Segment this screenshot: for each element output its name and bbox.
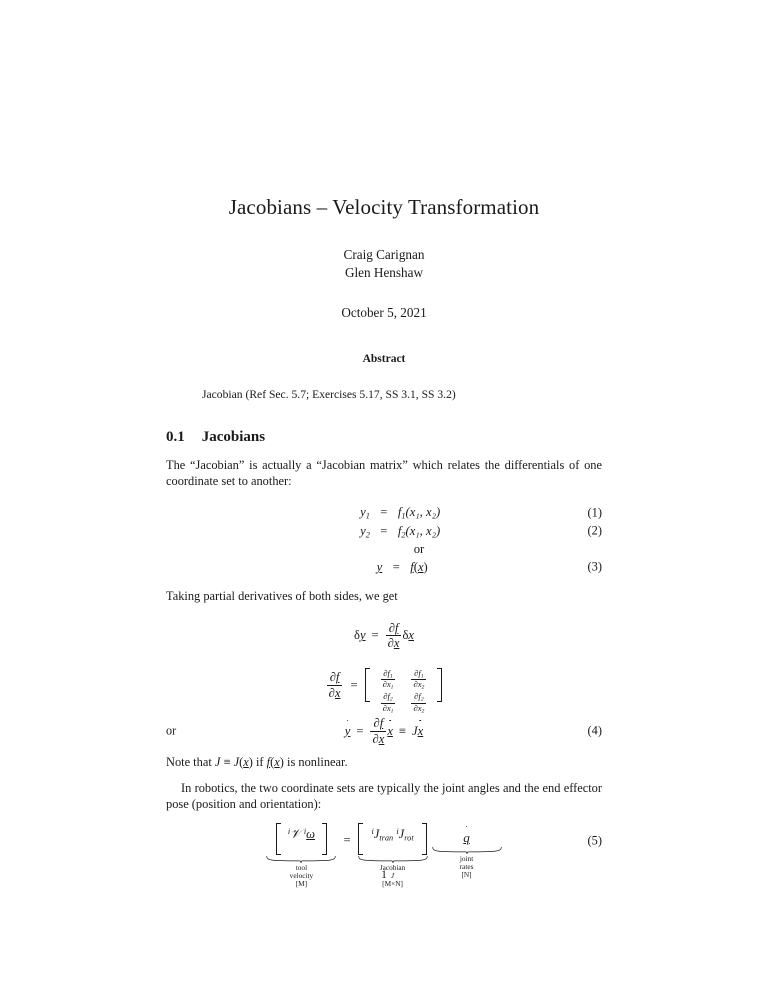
author-list xyxy=(166,246,602,281)
robotics-paragraph: In robotics, the two coordinate sets are typically the joint angles and the end effector pose (position and orientation): xyxy=(166,780,602,812)
partial-symbol: ∂ xyxy=(329,670,336,685)
label-dimension: [M] xyxy=(295,879,308,889)
eq1-lhs-sub: 1 xyxy=(365,511,370,521)
eq2-lhs: y xyxy=(360,523,366,538)
partial-symbol: ∂ xyxy=(373,716,380,731)
equation-2 xyxy=(166,522,602,540)
jacobian-symbol: J xyxy=(412,723,418,738)
eq1-lhs: y xyxy=(360,505,366,520)
eq1-fn-sub: 1 xyxy=(401,511,406,521)
eq3-relation: = xyxy=(392,559,400,574)
author-name: Craig Carignan xyxy=(343,247,425,263)
label-line: rates xyxy=(459,861,474,871)
matrix-entry-num: ∂f xyxy=(414,667,421,678)
bracket-right xyxy=(437,668,442,702)
matrix-entry-den-sub: 1 xyxy=(390,708,394,715)
section-title: Jacobians xyxy=(201,428,266,445)
equivalence-sign: ≡ xyxy=(223,755,231,770)
or-label: or xyxy=(166,723,177,738)
x-symbol: x xyxy=(393,635,400,650)
delta-y-var: y xyxy=(359,627,366,642)
partial-symbol: ∂ xyxy=(328,685,335,700)
x-symbol: x xyxy=(378,731,385,746)
eq1-fn: f xyxy=(397,505,402,520)
label-line: velocity xyxy=(289,870,314,880)
equation-4-wrapper xyxy=(166,714,602,748)
bracket-right xyxy=(422,823,427,855)
lparen: ( xyxy=(270,755,275,770)
partial-symbol: ∂ xyxy=(388,620,395,635)
eq2-fn-sub: 2 xyxy=(401,529,406,539)
intro-paragraph: The “Jacobian” is actually a “Jacobian matrix” which relates the differentials of one coordinate set to another: xyxy=(166,457,602,489)
eq3-rparen: ) xyxy=(423,559,428,574)
tool-velocity-row-1 xyxy=(288,827,301,841)
underbrace-icon xyxy=(266,856,336,863)
vector-brackets xyxy=(276,823,327,855)
equals-sign: = xyxy=(356,723,364,738)
jacobian-symbol: J xyxy=(214,755,221,770)
eq1-args: (x₁, x₂) xyxy=(405,505,441,520)
matrix-entry-num-sub: 1 xyxy=(389,673,393,680)
delta-x-var: x xyxy=(408,627,414,642)
equation-tag: (4) xyxy=(587,723,602,738)
script-v-symbol: 𝒱 xyxy=(290,826,301,841)
equivalence-sign: ≡ xyxy=(398,723,407,738)
f-symbol: f xyxy=(379,716,384,731)
equation-tag: (3) xyxy=(587,559,602,574)
jacobian-symbol: J xyxy=(233,755,240,770)
f-symbol: f xyxy=(266,755,271,770)
matrix-entry-num: ∂f xyxy=(383,691,390,702)
bracket-left xyxy=(358,823,363,855)
author-name: Glen Henshaw xyxy=(344,264,423,280)
equation-delta-y xyxy=(166,621,602,650)
matrix-brackets xyxy=(358,823,426,855)
matrix-entry-den: ∂x xyxy=(382,703,391,714)
matrix-entry-num: ∂f xyxy=(414,691,421,702)
eq2-fn: f xyxy=(397,523,402,538)
equation-3 xyxy=(166,558,602,576)
bracket-left xyxy=(276,823,281,855)
matrix-entry-num-sub: 2 xyxy=(389,696,393,703)
matrix-cell xyxy=(403,692,434,716)
eq3-arg: x xyxy=(417,559,424,574)
note-tail: is nonlinear. xyxy=(287,755,348,770)
f-symbol: f xyxy=(335,670,340,685)
matrix-cell xyxy=(403,668,434,692)
jacobian-subscript: rot xyxy=(404,832,414,842)
equation-tag: (5) xyxy=(587,833,602,848)
rparen: ) xyxy=(248,755,253,770)
bracket-left xyxy=(365,668,370,702)
frame-index: i xyxy=(371,826,374,836)
note-paragraph xyxy=(166,754,602,771)
taking-partials-paragraph: Taking partial derivatives of both sides, we get xyxy=(166,589,398,604)
matrix-row xyxy=(373,692,435,716)
section-heading xyxy=(166,429,602,446)
jacobian-symbol: J xyxy=(398,826,405,841)
matrix-entry-den: ∂x xyxy=(413,679,422,690)
label-line: tool xyxy=(295,862,308,872)
matrix-cell xyxy=(373,668,404,692)
eq2-relation: = xyxy=(380,523,388,538)
delta-symbol: δ xyxy=(402,627,409,642)
jacobian-row-tran xyxy=(371,827,393,841)
frame-index: i xyxy=(287,826,291,836)
label-dimension: [N] xyxy=(461,870,472,880)
matrix-entry-den-sub: 2 xyxy=(421,685,425,692)
abstract-body: Jacobian (Ref Sec. 5.7; Exercises 5.17, SS 3.1, SS 3.2) xyxy=(202,388,456,402)
page-content xyxy=(166,195,602,899)
partial-f-over-partial-x-fraction xyxy=(386,621,402,650)
partial-symbol: ∂ xyxy=(372,731,379,746)
underbrace-icon xyxy=(432,847,502,854)
matrix-entry-num-sub: 2 xyxy=(420,696,424,703)
matrix-cell xyxy=(373,692,404,716)
note-lead: Note that xyxy=(166,755,212,770)
delta-symbol: δ xyxy=(354,627,360,642)
jacobian-symbol: J xyxy=(373,826,380,841)
y-dot-var: y xyxy=(344,723,351,738)
partial-f-over-partial-x-fraction xyxy=(327,670,343,699)
section-number: 0.1 xyxy=(166,428,185,445)
equation-jacobian-matrix-definition xyxy=(166,667,602,715)
equation-4 xyxy=(166,714,602,748)
partial-symbol: ∂ xyxy=(387,635,394,650)
jacobian-row-rot xyxy=(396,827,413,841)
matrix-entry-den: ∂x xyxy=(382,679,391,690)
equals-sign: = xyxy=(350,677,358,692)
eq2-args: (x₁, x₂) xyxy=(405,523,441,538)
x-dot-var: x xyxy=(417,723,424,738)
or-label: or xyxy=(413,541,425,556)
equation-5-wrapper xyxy=(166,823,602,899)
x-symbol: x xyxy=(274,755,280,770)
partial-f-over-partial-x-fraction xyxy=(370,716,386,745)
jacobian-subscript: tran xyxy=(379,832,394,842)
eq1-relation: = xyxy=(380,505,388,520)
publication-date: October 5, 2021 xyxy=(341,305,427,321)
equation-group-1-3 xyxy=(166,504,602,577)
equation-1 xyxy=(166,504,602,522)
label-line: Jacobian xyxy=(379,862,406,872)
matrix-entry-num: ∂f xyxy=(383,667,390,678)
tool-velocity-row-2 xyxy=(304,827,315,841)
bracket-right xyxy=(322,823,327,855)
x-symbol: x xyxy=(243,755,249,770)
eq3-lparen: ( xyxy=(413,559,418,574)
page-number: 1 xyxy=(381,869,387,881)
page-title: Jacobians – Velocity Transformation xyxy=(228,195,540,219)
or-connector-row-1 xyxy=(166,540,602,558)
eq2-lhs-sub: 2 xyxy=(365,529,370,539)
frame-index: i xyxy=(396,826,399,836)
matrix-entry-den-sub: 1 xyxy=(390,685,394,692)
matrix-entry-den-sub: 2 xyxy=(421,708,425,715)
f-symbol: f xyxy=(394,620,399,635)
rparen: ) xyxy=(279,755,284,770)
matrix-entry-den: ∂x xyxy=(413,703,422,714)
eq3-fn: f xyxy=(410,559,414,574)
matrix-entry-num-sub: 1 xyxy=(420,673,424,680)
omega-symbol: ω xyxy=(306,826,316,841)
equation-tag: (1) xyxy=(587,505,602,520)
abstract-heading: Abstract xyxy=(362,353,406,366)
matrix-row xyxy=(373,668,435,692)
frame-index: i xyxy=(303,826,307,836)
eq3-lhs: y xyxy=(376,559,383,574)
equation-tag: (2) xyxy=(587,523,602,538)
label-line: joint xyxy=(459,853,474,863)
label-dimension: [M×N] xyxy=(382,879,403,889)
matrix-brackets xyxy=(365,667,443,715)
label-symbol: J xyxy=(390,870,395,880)
x-dot-var: x xyxy=(387,723,393,738)
equals-sign: = xyxy=(371,627,379,642)
equals-sign: = xyxy=(343,832,351,847)
jacobian-matrix xyxy=(373,668,435,716)
lparen: ( xyxy=(239,755,244,770)
note-if: if xyxy=(255,755,264,770)
x-symbol: x xyxy=(334,685,341,700)
q-dot-symbol: q xyxy=(463,829,470,845)
underbrace-icon xyxy=(358,856,428,863)
